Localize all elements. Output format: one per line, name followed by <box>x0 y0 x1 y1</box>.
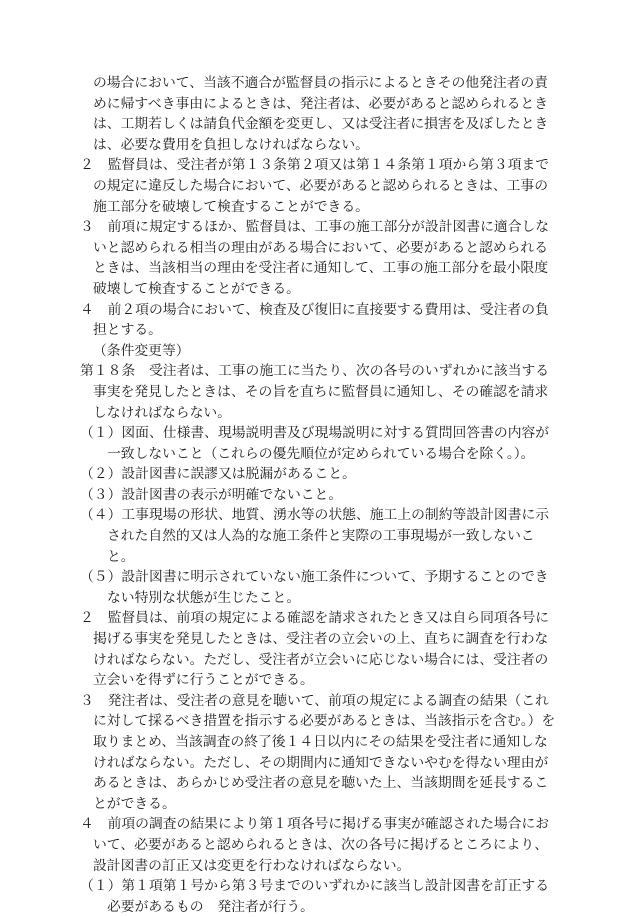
list-item-1: （１）図面、仕様書、現場説明書及び現場説明に対する質問回答書の内容が一致しないこと（これらの優先順位が定められている場合を除く。）。 <box>80 425 550 462</box>
paragraph-continuation: の場合において、当該不適合が監督員の指示によるときその他発注者の責めに帰すべき事由によるときは、発注者は、必要があると認められるときは、工期若しくは請負代金額を変更し、又は受注者に損害を及ぼしたときは、必要な費用を負担しなければならない。 <box>93 75 549 153</box>
list-item-3: （３）設計図書の表示が明確でないこと。 <box>80 486 343 503</box>
list-item-2: （２）設計図書に誤謬又は脱漏があること。 <box>80 466 356 483</box>
list-item-5: （５）設計図書に明示されていない施工条件について、予期することのできない特別な状態が生じたこと。 <box>80 569 549 606</box>
article-caption: （条件変更等） <box>93 342 190 359</box>
article-18-paragraph-4: ４ 前項の調査の結果により第１項各号に掲げる事実が確認された場合において、必要があると認められるときは、次の各号に掲げるところにより、設計図書の訂正又は変更を行わなければならない。 <box>80 816 550 874</box>
article-18: 第１８条 受注者は、工事の施工に当たり、次の各号のいずれかに該当する事実を発見したときは、その旨を直ちに監督員に通知し、その確認を請求しなければならない。 <box>80 363 550 421</box>
article-18-paragraph-3: ３ 発注者は、受注者の意見を聴いて、前項の規定による調査の結果（これに対して採るべき措置を指示する必要があるときは、当該指示を含む。）を取りまとめ、当該調査の終了後１４日以内にその結果を受注者に通知しなければならない。ただし、その期間内に通知できないやむを得ない理由があるときは、あらかじめ受注者の意見を聴いた上、当該期間を延長することができる。 <box>80 692 556 812</box>
sub-list-item-1: （１）第１項第１号から第３号までのいずれかに該当し設計図書を訂正する必要があるもの 発注者が行う。 <box>80 878 550 915</box>
article-18-paragraph-2: ２ 監督員は、前項の規定による確認を請求されたとき又は自ら同項各号に掲げる事実を発見したときは、受注者の立会いの上、直ちに調査を行わなければならない。ただし、受注者が立会いに応じない場合には、受注者の立会いを得ずに行うことができる。 <box>80 610 550 689</box>
paragraph-4: ４ 前２項の場合において、検査及び復旧に直接要する費用は、受注者の負担とする。 <box>80 301 549 339</box>
document-body <box>80 73 560 917</box>
paragraph-3: ３ 前項に規定するほか、監督員は、工事の施工部分が設計図書に適合しないと認められる相当の理由がある場合において、必要があると認められるときは、当該相当の理由を受注者に通知して、工事の施工部分を最小限度破壊して検査することができる。 <box>80 219 550 297</box>
paragraph-2: ２ 監督員は、受注者が第１３条第２項又は第１４条第１項から第３項までの規定に違反した場合において、必要があると認められるときは、工事の施工部分を破壊して検査することができる。 <box>80 157 550 215</box>
list-item-4: （４）工事現場の形状、地質、湧水等の状態、施工上の制約等設計図書に示された自然的又は人為的な施工条件と実際の工事現場が一致しないこと。 <box>80 507 550 565</box>
